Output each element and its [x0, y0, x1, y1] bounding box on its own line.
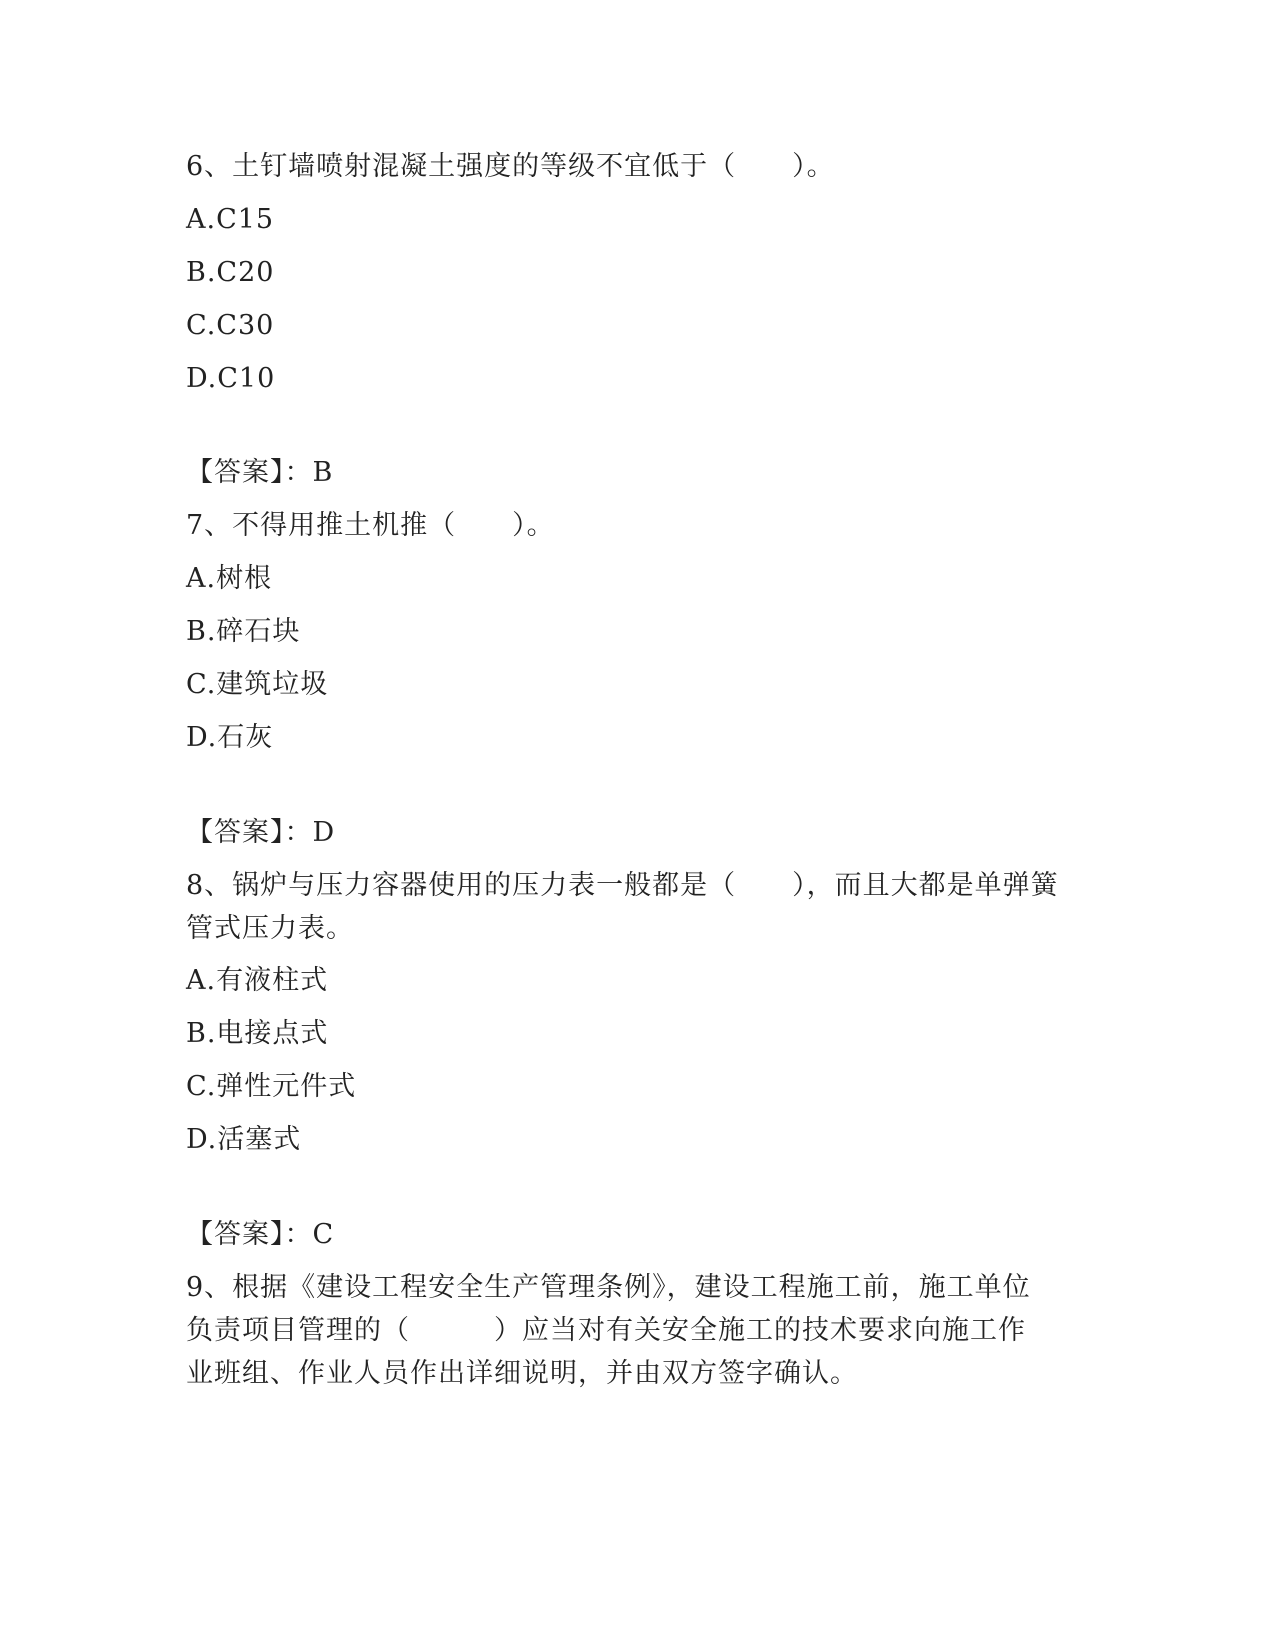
question-8-stem-line-2: 管式压力表。 [186, 913, 354, 944]
question-7-answer: 【答案】：D [186, 817, 336, 848]
question-7-option-c: C.建筑垃圾 [186, 669, 329, 700]
question-6-option-c: C.C30 [186, 310, 275, 341]
question-8-option-a: A.有液柱式 [186, 965, 329, 996]
question-6-answer: 【答案】：B [186, 457, 334, 488]
question-8-answer: 【答案】：C [186, 1219, 335, 1250]
question-8-option-d: D.活塞式 [186, 1124, 302, 1155]
question-6-option-a: A.C15 [186, 204, 275, 235]
question-7-option-b: B.碎石块 [186, 616, 301, 647]
question-9-stem-line-2: 负责项目管理的（ ）应当对有关安全施工的技术要求向施工作 [186, 1315, 1026, 1346]
question-7-stem: 7、不得用推土机推（ ）。 [186, 510, 555, 541]
question-8-stem-line-1: 8、锅炉与压力容器使用的压力表一般都是（ ），而且大都是单弹簧 [186, 870, 1059, 901]
question-6-stem: 6、土钉墙喷射混凝土强度的等级不宜低于（ ）。 [186, 151, 835, 182]
question-7-option-d: D.石灰 [186, 722, 274, 753]
question-6-option-b: B.C20 [186, 257, 275, 288]
question-9-stem-line-1: 9、根据《建设工程安全生产管理条例》，建设工程施工前，施工单位 [186, 1272, 1031, 1303]
question-7-option-a: A.树根 [186, 563, 273, 594]
question-9-stem-line-3: 业班组、作业人员作出详细说明，并由双方签字确认。 [186, 1358, 858, 1389]
question-8-option-c: C.弹性元件式 [186, 1071, 357, 1102]
question-6-option-d: D.C10 [186, 363, 276, 394]
question-8-option-b: B.电接点式 [186, 1018, 329, 1049]
